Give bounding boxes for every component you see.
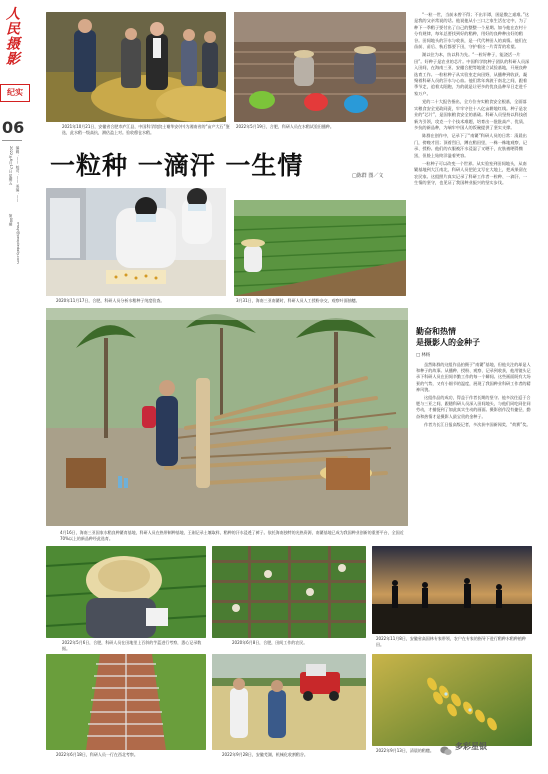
caption-5: 4月16日，海南三亚国家水稻良种繁育基地，科研人员在热带制种基地，王刚记录土壤取样，稻种的汗水浸透了裤子。依托海南独特的光热资源，南繁基地已成为我国种业创新的重要平台，全国近70%以上的新品种经此选育。	[60, 530, 404, 541]
photo-nanfan-seed-base-art	[46, 308, 408, 526]
caption-4: 3月31日，海南三亚南繁时，科研人员人工授粉杂交，观察叶面抽穗。	[236, 298, 360, 303]
wechat-icon	[440, 741, 452, 751]
sidebar-paragraph-1: 虽然陈群的这组作品拍摄于“南繁”基地，但他关注的却是人和种子的故事。从播种、授粉、观察、记录到收获，他用镜头记录下科研人员在田间辛勤工作的每一个瞬间。这些画面既有大场景的气势，又有小细节的温度，展现了我国种业科研工作者的精神风貌。	[416, 362, 531, 392]
sidebar-title-line-1: 勤奋和热情	[416, 327, 456, 336]
photo-rice-ear-art	[372, 654, 532, 746]
watermark-text: 多彩星银	[455, 741, 487, 751]
watermark	[440, 738, 536, 754]
caption-2: 2022年5月19日，合肥，科研人员在水稻试验田播种。	[236, 124, 334, 129]
caption-3: 2020年11月17日，合肥，科研人员分析水稻种子纯度验查。	[56, 298, 165, 303]
headline: 一粒种 一滴汗 一生情	[50, 151, 304, 180]
page-number-rule	[2, 140, 22, 141]
article-paragraph-1: “一粒一世，当前未曾不得；不出半谭，困是散之艰难。”这是我的父亲常说的话。他说他从小三口之家生活在宅中，为了种下一季稻子要付出了自己的整整一个星期。如今他在农村十分有规律，每年总要找到好的稻种，用好的良种种出好的稻谷。田间地头的汗水与收获，是一代代种田人的真情。他们在苗前、苗后、秋后都要下田，守护着这一片青青的希望。	[414, 12, 529, 50]
caption-7: 2020年6月8日，合肥，田间工作的农民。	[232, 640, 308, 645]
byline: □陈群 图／文	[352, 173, 384, 179]
photo-farmers-field	[212, 546, 366, 638]
article-paragraph-2: 湖以往为本，纺以科为先。“一粒好种子，能浇活一片田”。好种子是农业的芯片。中国科学院种子团队的科研人员深入田间，在海南三亚、安徽合肥等地建立试验基地，开展良种选育工作。一粒粒种子从实验室走向田野，从播种到收获，凝聚着科研人员的汗水与心血。他们常年奔波于南北之间，跟着季节走，追着太阳跑，为的就是让更多的优良品种早日走进千家万户。	[414, 52, 530, 96]
photo-harvest-art	[212, 654, 366, 750]
caption-8: 2022年11月8日，安徽省高国林专家带领，农户在专家的指导下进行稻种水稻种植种田。	[376, 636, 526, 647]
issue-date: 2022年6月17日 星期五	[9, 146, 13, 185]
caption-9: 2022年6月18日，科研人员一行在西北考察。	[56, 752, 138, 757]
photo-aerial-plots-art	[46, 654, 206, 750]
section-name: 纪实	[7, 88, 23, 97]
photo-pollination-field-art	[234, 200, 406, 296]
section-label	[0, 84, 30, 102]
photo-field-planting	[234, 12, 406, 122]
masthead-strip	[0, 0, 40, 774]
photo-researcher-hat	[46, 546, 206, 638]
photo-experts-inspect-rice-art	[46, 12, 226, 122]
photo-nanfan-seed-base	[46, 308, 408, 526]
photo-experts-inspect-rice	[46, 12, 226, 122]
caption-11: 2022年9月13日，清晨的稻穗。	[376, 748, 434, 753]
caption-1: 2021年10月21日，安徽省合肥市庐江县，中国科学院院士谢华安(中)为湘南省的“亩产大石”鉴选，此水稻一级高抗，测估盈上对。验收穆仓水稻。	[62, 124, 230, 135]
photo-pollination-field	[234, 200, 406, 296]
photo-researcher-hat-art	[46, 546, 206, 638]
sidebar-paragraph-2: 这组作品的成功，得益于作者长期的坚守。他多次往返于合肥与三亚之间，跟随科研人员深入田间地头，与他们同吃同住同劳动，才捕捉到了如此真实生动的画面。摄影创作没有捷径，勤奋和热情才是摄影人最宝贵的金种子。	[416, 395, 531, 419]
page-number: 06	[2, 118, 25, 137]
photo-lab-seed-analysis-art	[46, 188, 226, 296]
email-line: rmsy@peopledaily.com	[16, 222, 20, 264]
photo-farmers-field-art	[212, 546, 366, 638]
caption-6: 2022年5月6日，合肥，科研人员在田地里上百斜的芋蓝进行考察，悉心记录数据。	[62, 640, 202, 651]
article-paragraph-4: 陈群在创作中，记录下了“南繁”科研人员的日常：清晨出门，傍晚才回；顶着烈日，蹲在稻田里，一株一株地观察、记录、授粉。他们的衣服被汗水浸湿了又晒干，皮肤被晒得黝黑，但脸上始终洋溢着笑容。	[414, 133, 528, 158]
editors-line: 编辑：—— 校对：—— 美编：——	[16, 146, 20, 203]
sidebar-commentary	[416, 326, 532, 538]
photo-field-planting-art	[234, 12, 406, 122]
sidebar-paragraph-3: 作者为长江日报高级记者，多次获中国新闻奖、“荷赛”奖。	[424, 421, 531, 427]
caption-10: 2022年9月28日，安徽芜湖，机械化收割稻谷。	[222, 752, 308, 757]
sidebar-author: □ 林杨	[416, 353, 431, 358]
sidebar-title-line-2: 是摄影人的金种子	[416, 338, 480, 347]
photo-aerial-plots	[46, 654, 206, 750]
photo-dusk-field-art	[372, 546, 532, 634]
photo-rice-ear	[372, 654, 532, 746]
photo-lab-seed-analysis	[46, 188, 226, 296]
article-paragraph-5: 一粒种子可以改变一个世界。从实验室到田间地头，从南繁基地到大江南北，科研人员把论文写在大地上，把成果留在农民家。这组照片真实记录了科研工作者一粒种、一滴汗、一生情的坚守，也见证了我国种业振兴的坚实步伐。	[414, 160, 528, 186]
article-text-column	[414, 12, 530, 294]
issue-number: 第00期	[9, 214, 13, 226]
masthead-logo: 人民摄影	[4, 6, 20, 66]
photo-dusk-field	[372, 546, 532, 634]
article-paragraph-3: 党的二十大报告指出，全方位夯实粮食安全根基，全面落实粮食安全党政同责，牢牢守住十八亿亩耕地红线。种子是农业的“芯片”，是国家粮食安全的基础。科研人员坚持以科技创新为引领，攻克一个个技术难题，培育出一批批高产、优质、多抗的新品种，为端牢中国人的饭碗提供了坚实支撑。	[414, 99, 528, 130]
photo-harvest	[212, 654, 366, 750]
